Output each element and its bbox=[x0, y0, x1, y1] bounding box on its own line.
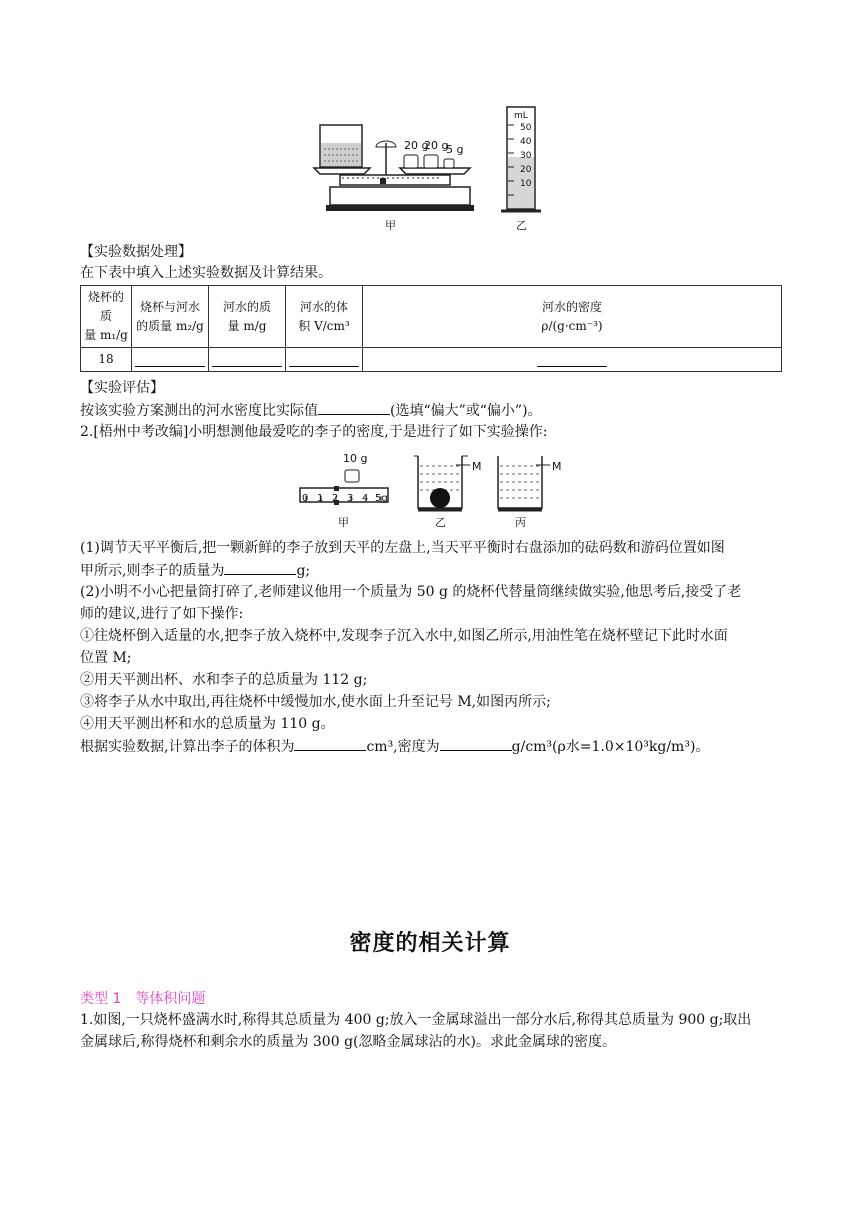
cell-blank-v[interactable] bbox=[286, 348, 363, 372]
q2-final-question: 根据实验数据,计算出李子的体积为 cm³,密度为 g/cm³(ρ水=1.0×10³kg/m³)。 bbox=[80, 736, 709, 757]
header-water-mass: 河水的质 量 m/g bbox=[209, 286, 286, 348]
figure-label-yi-2: 乙 bbox=[435, 516, 446, 529]
q1-line2: 金属球后,称得烧杯和剩余水的质量为 300 g(忽略金属球沾的水)。求此金属球的密度。 bbox=[80, 1034, 616, 1050]
figure-plum-experiment bbox=[298, 452, 568, 532]
ruler-tick-3: 3 bbox=[347, 493, 354, 504]
heading-evaluation: 【实验评估】 bbox=[80, 380, 164, 396]
weight-10g-label: 10 g bbox=[343, 452, 368, 465]
q1-line1: 1.如图,一只烧杯盛满水时,称得其总质量为 400 g;放入一金属球溢出一部分水后,称得其总质量为 900 g;取出 bbox=[80, 1012, 752, 1028]
weight-label-2: 20 g bbox=[424, 139, 449, 152]
figure-label-jia: 甲 bbox=[385, 219, 396, 232]
ruler-tick-1: 1 bbox=[317, 493, 324, 504]
q2-part1-line1: (1)调节天平平衡后,把一颗新鲜的李子放到天平的左盘上,当天平平衡时右盘添加的砝码数和游码位置如图 bbox=[80, 540, 725, 556]
q2-part1-line2: 甲所示,则李子的质量为 g; bbox=[80, 560, 310, 581]
cell-blank-density[interactable] bbox=[363, 348, 782, 372]
header-beaker-water-mass: 烧杯与河水 的质量 m₂/g bbox=[132, 286, 209, 348]
table-row bbox=[81, 348, 782, 372]
weight-label-3: 5 g bbox=[446, 143, 464, 156]
mark-M-bing: M bbox=[552, 460, 562, 473]
weight-label-1: 20 g bbox=[404, 139, 429, 152]
header-beaker-mass: 烧杯的 质 量 m₁/g bbox=[81, 286, 132, 348]
ruler-tick-0: 0 bbox=[302, 493, 309, 504]
type-1-heading: 类型 1 等体积问题 bbox=[80, 991, 206, 1007]
figure-label-yi: 乙 bbox=[516, 219, 527, 232]
section-title: 密度的相关计算 bbox=[349, 931, 511, 956]
cylinder-tick-30: 30 bbox=[520, 151, 532, 161]
cell-blank-m2[interactable] bbox=[132, 348, 209, 372]
q2-part2-line2: 师的建议,进行了如下操作: bbox=[80, 606, 244, 622]
step-4: ④用天平测出杯和水的总质量为 110 g。 bbox=[80, 716, 335, 732]
ruler-tick-4: 4 bbox=[362, 493, 369, 504]
heading-data-processing: 【实验数据处理】 bbox=[80, 244, 192, 260]
answer-blank-volume[interactable] bbox=[294, 736, 366, 751]
question-2-intro: 2.[梧州中考改编]小明想测他最爱吃的李子的密度,于是进行了如下实验操作: bbox=[80, 424, 548, 440]
answer-blank-eval[interactable] bbox=[318, 400, 390, 415]
header-water-volume: 河水的体 积 V/cm³ bbox=[286, 286, 363, 348]
evaluation-question: 按该实验方案测出的河水密度比实际值 (选填“偏大”或“偏小”)。 bbox=[80, 400, 542, 421]
cylinder-tick-10: 10 bbox=[520, 179, 532, 189]
cell-beaker-mass: 18 bbox=[81, 348, 132, 372]
cylinder-tick-20: 20 bbox=[520, 165, 532, 175]
ruler-tick-5g: 5g bbox=[375, 493, 388, 504]
cylinder-tick-40: 40 bbox=[520, 137, 532, 147]
ruler-tick-2: 2 bbox=[332, 493, 339, 504]
header-water-density: 河水的密度 ρ/(g·cm⁻³) bbox=[363, 286, 782, 348]
balance-illustration bbox=[310, 105, 550, 235]
data-table bbox=[80, 285, 782, 372]
step-2: ②用天平测出杯、水和李子的总质量为 112 g; bbox=[80, 672, 368, 688]
table-header-row bbox=[81, 286, 782, 348]
mark-M-yi: M bbox=[472, 460, 482, 473]
answer-blank-density[interactable] bbox=[440, 736, 512, 751]
cylinder-tick-50: 50 bbox=[520, 123, 532, 133]
table-instruction: 在下表中填入上述实验数据及计算结果。 bbox=[80, 265, 332, 281]
step-1-line2: 位置 M; bbox=[80, 650, 132, 666]
figure-label-jia-2: 甲 bbox=[338, 516, 349, 529]
cell-blank-m[interactable] bbox=[209, 348, 286, 372]
step-1-line1: ①往烧杯倒入适量的水,把李子放入烧杯中,发现李子沉入水中,如图乙所示,用油性笔在烧杯壁记下此时水面 bbox=[80, 628, 728, 644]
answer-blank-plum-mass[interactable] bbox=[224, 560, 296, 575]
step-3: ③将李子从水中取出,再往烧杯中缓慢加水,使水面上升至记号 M,如图丙所示; bbox=[80, 694, 551, 710]
q2-part2-line1: (2)小明不小心把量筒打碎了,老师建议他用一个质量为 50 g 的烧杯代替量筒继续做实验,他思考后,接受了老 bbox=[80, 584, 742, 600]
figure-label-bing: 丙 bbox=[515, 516, 526, 529]
figure-balance-and-cylinder bbox=[310, 105, 550, 235]
cylinder-unit: mL bbox=[514, 111, 528, 121]
